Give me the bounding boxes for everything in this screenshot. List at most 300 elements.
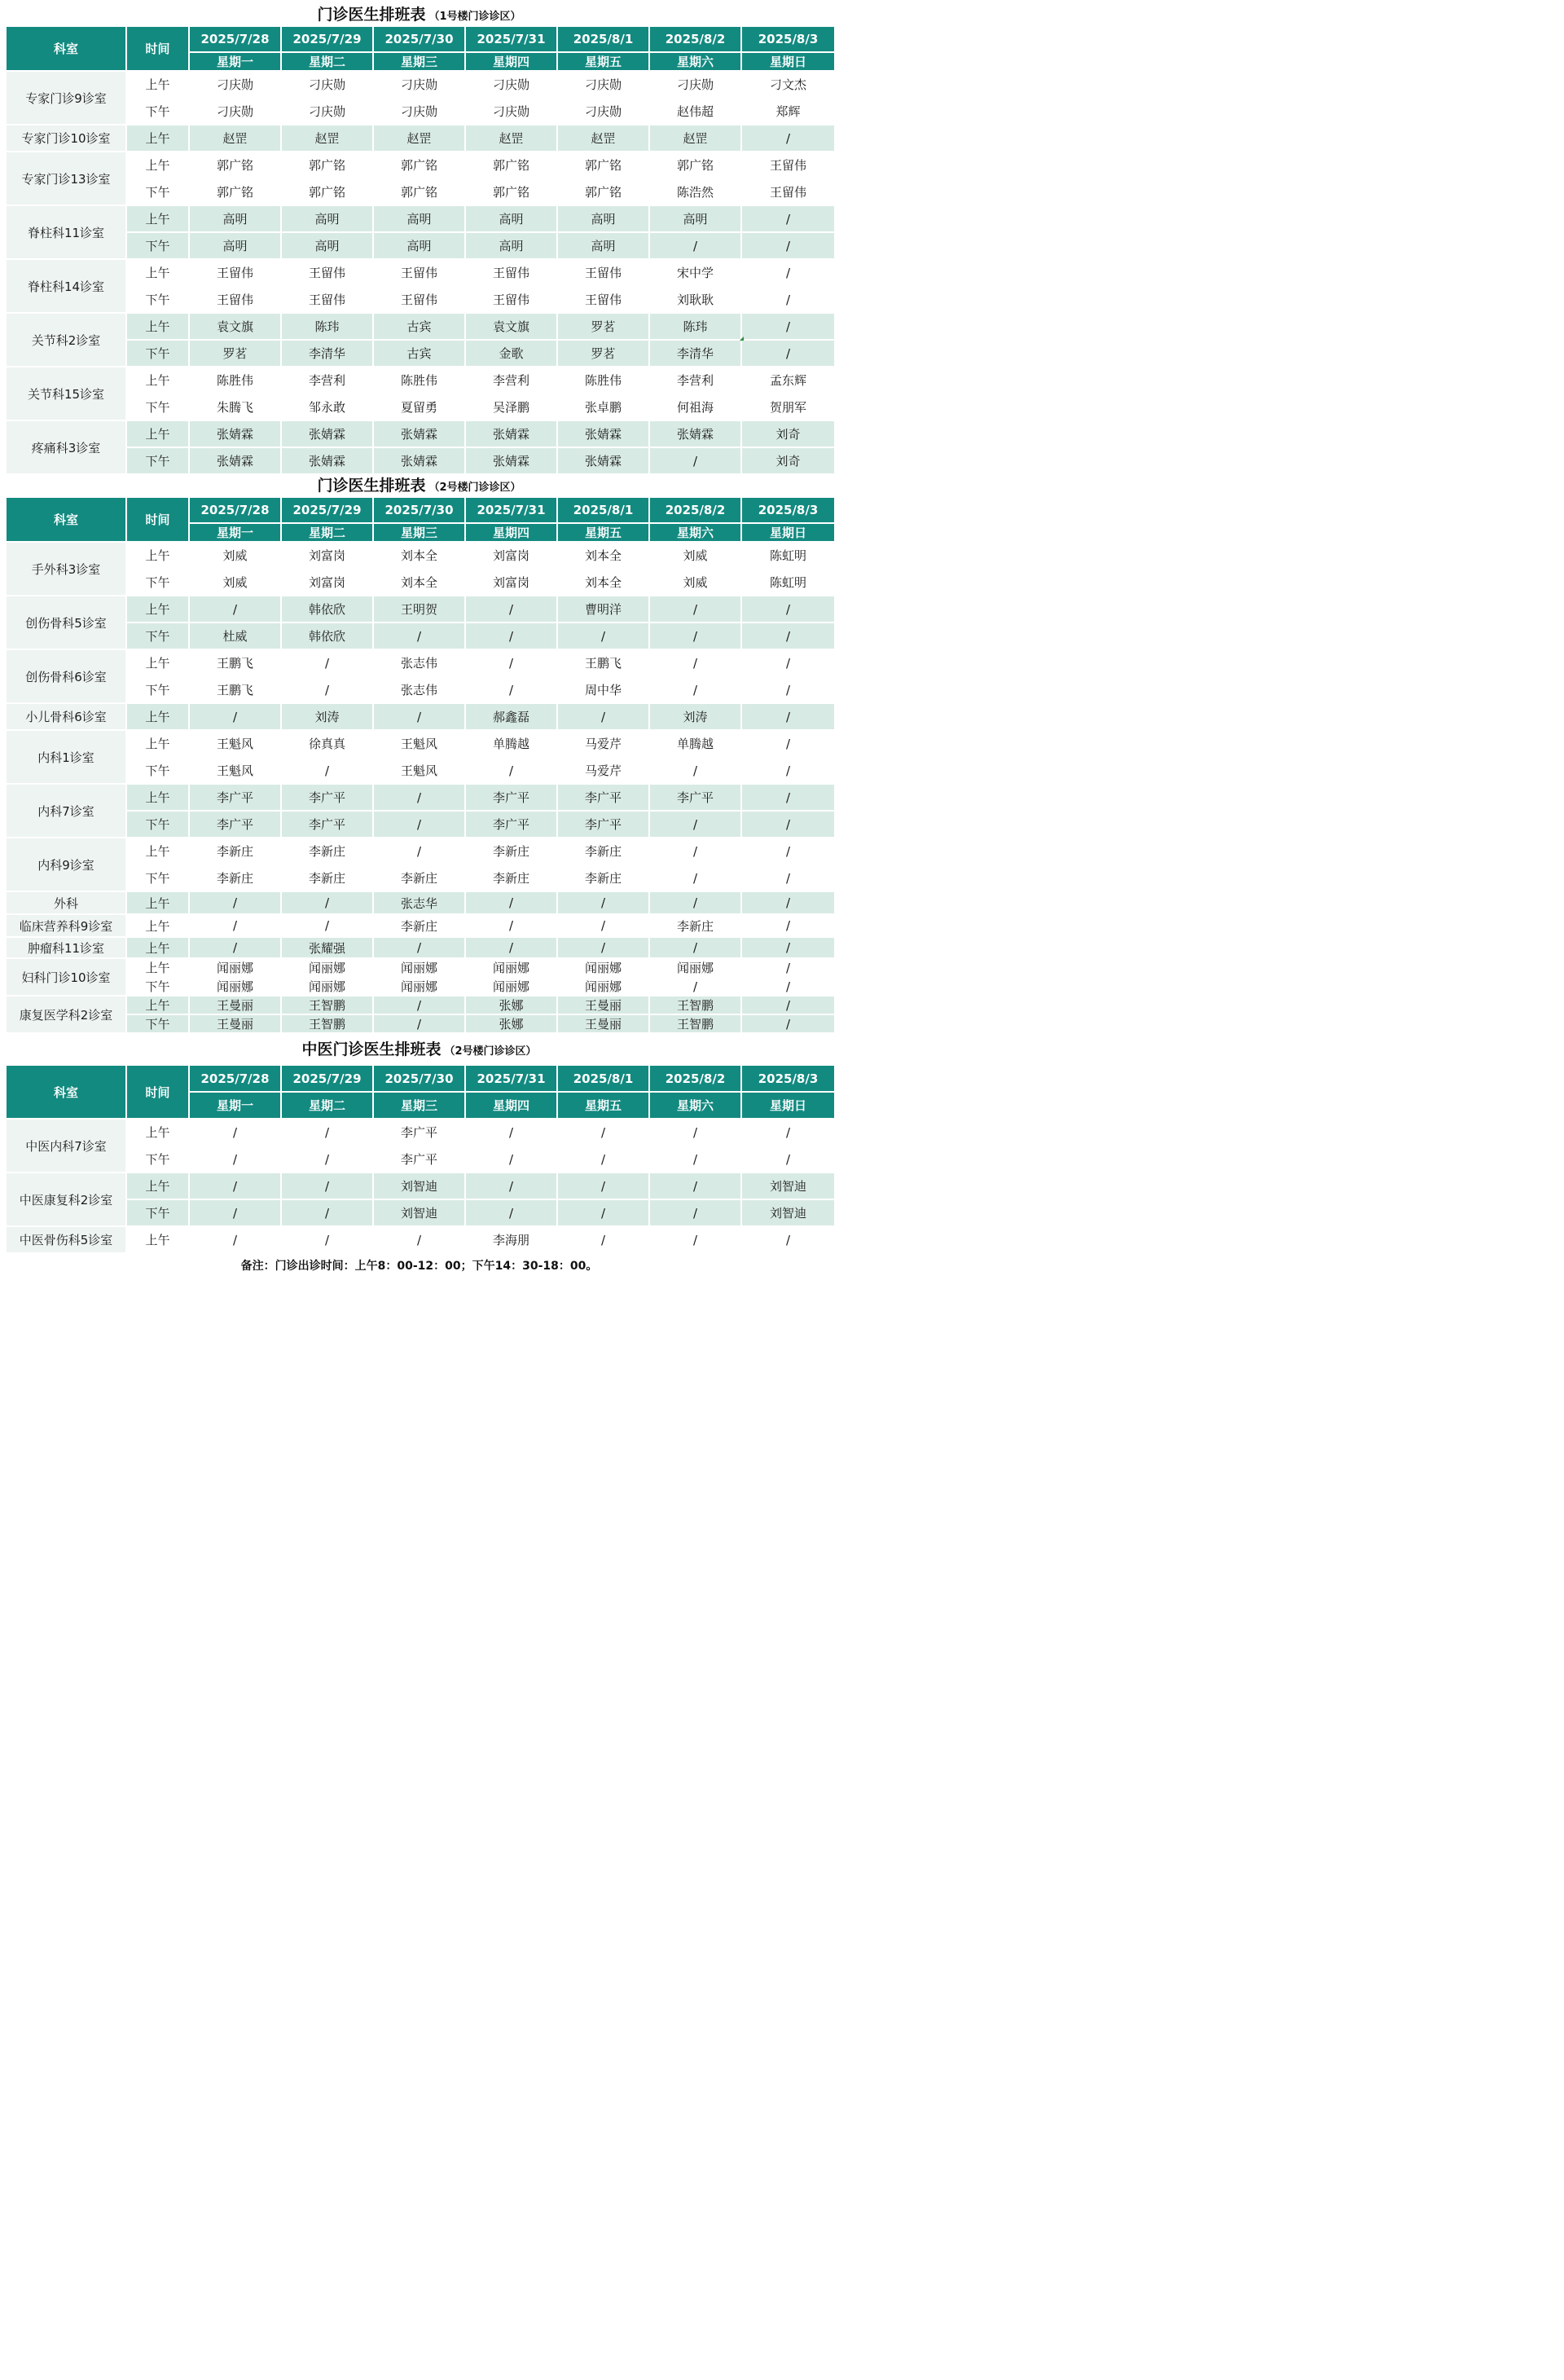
doctor-cell: /	[281, 891, 373, 914]
table-row	[6, 98, 835, 125]
header-date: 2025/8/1	[557, 497, 649, 523]
dept-cell: 中医康复科2诊室	[6, 1172, 126, 1226]
doctor-cell: 周中华	[557, 676, 649, 703]
header-weekday: 星期一	[189, 523, 281, 542]
dept-cell: 内科1诊室	[6, 730, 126, 784]
header-date: 2025/7/29	[281, 497, 373, 523]
header-time: 时间	[126, 26, 189, 71]
header-date: 2025/7/28	[189, 1065, 281, 1092]
doctor-cell: /	[557, 622, 649, 649]
doctor-cell: 李营利	[465, 367, 557, 394]
doctor-cell: /	[741, 914, 835, 937]
table-row	[6, 286, 835, 313]
doctor-cell: 李营利	[281, 367, 373, 394]
table-row	[6, 1172, 835, 1199]
doctor-cell: 高明	[649, 205, 741, 232]
doctor-cell: /	[741, 703, 835, 730]
doctor-cell: 张婧霖	[373, 447, 465, 474]
doctor-cell: 赵罡	[465, 125, 557, 152]
doctor-cell: 李清华	[649, 340, 741, 367]
dept-cell: 关节科15诊室	[6, 367, 126, 420]
time-cell: 下午	[126, 1146, 189, 1172]
header-weekday: 星期三	[373, 523, 465, 542]
doctor-cell: 李广平	[373, 1119, 465, 1146]
header-weekday: 星期一	[189, 1092, 281, 1119]
doctor-cell: 刘智迪	[373, 1172, 465, 1199]
table-row	[6, 784, 835, 811]
dept-cell: 疼痛科3诊室	[6, 420, 126, 474]
doctor-cell: 王鹏飞	[557, 649, 649, 676]
doctor-cell: /	[465, 676, 557, 703]
doctor-cell: /	[557, 1146, 649, 1172]
doctor-cell: /	[557, 914, 649, 937]
doctor-cell: 李广平	[373, 1146, 465, 1172]
doctor-cell: 刘智迪	[741, 1199, 835, 1226]
doctor-cell: /	[465, 622, 557, 649]
header-dept: 科室	[6, 26, 126, 71]
dept-cell: 康复医学科2诊室	[6, 996, 126, 1033]
doctor-cell: /	[465, 757, 557, 784]
doctor-cell: /	[741, 232, 835, 259]
table-row	[6, 1146, 835, 1172]
doctor-cell: 赵罡	[281, 125, 373, 152]
doctor-cell: 王魁风	[373, 757, 465, 784]
doctor-cell: 王留伟	[373, 259, 465, 286]
doctor-cell: 张婧霖	[557, 447, 649, 474]
doctor-cell: 王留伟	[465, 286, 557, 313]
doctor-cell: 刘本全	[373, 569, 465, 596]
doctor-cell: 王魁风	[373, 730, 465, 757]
doctor-cell: 贺朋军	[741, 394, 835, 420]
doctor-cell: /	[649, 1172, 741, 1199]
time-cell: 下午	[126, 1199, 189, 1226]
doctor-cell: /	[649, 1119, 741, 1146]
header-weekday: 星期四	[465, 523, 557, 542]
doctor-cell: 郭广铭	[281, 152, 373, 178]
header-date: 2025/7/30	[373, 26, 465, 52]
footnote: 备注：门诊出诊时间：上午8：00-12：00；下午14：30-18：00。	[240, 1260, 598, 1273]
doctor-cell: 刁庆勋	[189, 71, 281, 98]
dept-cell: 内科9诊室	[6, 838, 126, 891]
doctor-cell: /	[557, 1199, 649, 1226]
header-date: 2025/7/29	[281, 26, 373, 52]
doctor-cell: /	[741, 784, 835, 811]
header-date: 2025/7/31	[465, 26, 557, 52]
header-weekday: 星期日	[741, 1092, 835, 1119]
table-title	[0, 1040, 838, 1062]
table-row	[6, 703, 835, 730]
table-row	[6, 1199, 835, 1226]
doctor-cell: 袁文旗	[465, 313, 557, 340]
doctor-cell: 王留伟	[741, 178, 835, 205]
doctor-cell: 王留伟	[557, 259, 649, 286]
doctor-cell: 郭广铭	[465, 152, 557, 178]
doctor-cell: /	[741, 1119, 835, 1146]
doctor-cell: 高明	[557, 232, 649, 259]
table-row	[6, 838, 835, 864]
time-cell: 上午	[126, 937, 189, 958]
doctor-cell: 高明	[373, 232, 465, 259]
table-row	[6, 1119, 835, 1146]
doctor-cell: 何祖海	[649, 394, 741, 420]
time-cell: 下午	[126, 286, 189, 313]
doctor-cell: 吴泽鹏	[465, 394, 557, 420]
doctor-cell: 郭广铭	[649, 152, 741, 178]
doctor-cell: 王留伟	[373, 286, 465, 313]
doctor-cell: 刘本全	[557, 569, 649, 596]
dept-cell: 中医骨伤科5诊室	[6, 1226, 126, 1253]
doctor-cell: 闻丽娜	[557, 958, 649, 977]
dept-cell: 专家门诊9诊室	[6, 71, 126, 125]
table-row	[6, 232, 835, 259]
header-date: 2025/7/31	[465, 1065, 557, 1092]
doctor-cell: 高明	[373, 205, 465, 232]
doctor-cell: /	[465, 649, 557, 676]
header-weekday: 星期一	[189, 52, 281, 71]
doctor-cell: 李新庄	[189, 838, 281, 864]
doctor-cell: /	[373, 622, 465, 649]
time-cell: 上午	[126, 542, 189, 569]
doctor-cell: /	[741, 958, 835, 977]
doctor-cell: /	[741, 1014, 835, 1033]
doctor-cell: /	[741, 1146, 835, 1172]
time-cell: 上午	[126, 420, 189, 447]
doctor-cell: 朱腾飞	[189, 394, 281, 420]
table-title-subtitle: （1号楼门诊诊区）	[428, 11, 521, 23]
table-title	[0, 5, 838, 27]
doctor-cell: /	[373, 1226, 465, 1253]
doctor-cell: 郭广铭	[373, 152, 465, 178]
doctor-cell: /	[649, 622, 741, 649]
doctor-cell: 李广平	[189, 784, 281, 811]
doctor-cell: 张婧霖	[557, 420, 649, 447]
doctor-cell: 郭广铭	[465, 178, 557, 205]
doctor-cell: 刁庆勋	[189, 98, 281, 125]
doctor-cell: 郭广铭	[189, 152, 281, 178]
doctor-cell: /	[741, 757, 835, 784]
doctor-cell: 马爱芹	[557, 757, 649, 784]
doctor-cell: /	[741, 977, 835, 996]
doctor-cell: /	[189, 937, 281, 958]
doctor-cell: 李新庄	[373, 864, 465, 891]
header-weekday: 星期五	[557, 1092, 649, 1119]
doctor-cell: /	[741, 1226, 835, 1253]
dept-cell: 内科7诊室	[6, 784, 126, 838]
dept-cell: 脊柱科14诊室	[6, 259, 126, 313]
time-cell: 下午	[126, 98, 189, 125]
doctor-cell: 刘奇	[741, 447, 835, 474]
doctor-cell: /	[649, 891, 741, 914]
doctor-cell: /	[649, 596, 741, 622]
doctor-cell: 古宾	[373, 313, 465, 340]
doctor-cell: 王留伟	[189, 259, 281, 286]
doctor-cell: 郭广铭	[557, 178, 649, 205]
doctor-cell: 刁庆勋	[373, 98, 465, 125]
doctor-cell: /	[189, 891, 281, 914]
header-weekday: 星期五	[557, 523, 649, 542]
doctor-cell: /	[281, 757, 373, 784]
table-row	[6, 542, 835, 569]
doctor-cell: /	[741, 811, 835, 838]
doctor-cell: /	[281, 1146, 373, 1172]
doctor-cell: 李广平	[557, 784, 649, 811]
doctor-cell: 张婧霖	[649, 420, 741, 447]
table-row	[6, 937, 835, 958]
doctor-cell: /	[649, 977, 741, 996]
table-row	[6, 596, 835, 622]
header-weekday: 星期二	[281, 1092, 373, 1119]
doctor-cell: 刘智迪	[741, 1172, 835, 1199]
doctor-cell: 陈胜伟	[557, 367, 649, 394]
doctor-cell: 刘奇	[741, 420, 835, 447]
doctor-cell: /	[557, 891, 649, 914]
header-weekday: 星期四	[465, 52, 557, 71]
doctor-cell: /	[189, 703, 281, 730]
doctor-cell: /	[281, 1199, 373, 1226]
doctor-cell: 王曼丽	[557, 996, 649, 1014]
doctor-cell: 赵罡	[373, 125, 465, 152]
doctor-cell: /	[741, 649, 835, 676]
time-cell: 上午	[126, 891, 189, 914]
table-row	[6, 1014, 835, 1033]
table-row	[6, 367, 835, 394]
doctor-cell: /	[281, 1172, 373, 1199]
doctor-cell: /	[557, 703, 649, 730]
doctor-cell: 陈玮	[281, 313, 373, 340]
time-cell: 上午	[126, 596, 189, 622]
header-date: 2025/8/2	[649, 497, 741, 523]
header-date: 2025/8/1	[557, 26, 649, 52]
doctor-cell: 李新庄	[465, 864, 557, 891]
doctor-cell: 王留伟	[189, 286, 281, 313]
doctor-cell: /	[741, 313, 835, 340]
doctor-cell: 李新庄	[189, 864, 281, 891]
doctor-cell: /	[741, 340, 835, 367]
dept-cell: 专家门诊13诊室	[6, 152, 126, 205]
time-cell: 上午	[126, 1172, 189, 1199]
header-date: 2025/7/30	[373, 1065, 465, 1092]
table-row	[6, 420, 835, 447]
doctor-cell: 赵罡	[649, 125, 741, 152]
doctor-cell: /	[741, 676, 835, 703]
table-row	[6, 569, 835, 596]
header-weekday: 星期三	[373, 52, 465, 71]
doctor-cell: /	[465, 596, 557, 622]
doctor-cell: 王鹏飞	[189, 649, 281, 676]
table-row	[6, 891, 835, 914]
doctor-cell: /	[373, 1014, 465, 1033]
doctor-cell: 李海朋	[465, 1226, 557, 1253]
doctor-cell: 单腾越	[465, 730, 557, 757]
doctor-cell: 王留伟	[741, 152, 835, 178]
doctor-cell: /	[649, 649, 741, 676]
doctor-cell: 闻丽娜	[465, 958, 557, 977]
doctor-cell: 刘富岗	[281, 542, 373, 569]
doctor-cell: 徐真真	[281, 730, 373, 757]
doctor-cell: /	[649, 864, 741, 891]
doctor-cell: /	[557, 1119, 649, 1146]
doctor-cell: 刘涛	[281, 703, 373, 730]
doctor-cell: 刘富岗	[465, 569, 557, 596]
table-row	[6, 125, 835, 152]
dept-cell: 创伤骨科6诊室	[6, 649, 126, 703]
doctor-cell: /	[741, 937, 835, 958]
table-row	[6, 811, 835, 838]
time-cell: 下午	[126, 676, 189, 703]
doctor-cell: /	[189, 1226, 281, 1253]
doctor-cell: 李广平	[557, 811, 649, 838]
header-date: 2025/8/3	[741, 1065, 835, 1092]
header-date: 2025/8/2	[649, 1065, 741, 1092]
doctor-cell: 王智鹏	[649, 996, 741, 1014]
doctor-cell: /	[465, 1146, 557, 1172]
doctor-cell: 张志伟	[373, 649, 465, 676]
doctor-cell: 刁文杰	[741, 71, 835, 98]
doctor-cell: 郭广铭	[281, 178, 373, 205]
doctor-cell: 陈玮	[649, 313, 741, 340]
time-cell: 下午	[126, 447, 189, 474]
doctor-cell: /	[649, 811, 741, 838]
doctor-cell: /	[189, 1146, 281, 1172]
doctor-cell: 古宾	[373, 340, 465, 367]
doctor-cell: 刁庆勋	[465, 71, 557, 98]
doctor-cell: /	[649, 838, 741, 864]
time-cell: 上午	[126, 205, 189, 232]
doctor-cell: 闻丽娜	[557, 977, 649, 996]
doctor-cell: 王留伟	[557, 286, 649, 313]
header-date: 2025/7/28	[189, 497, 281, 523]
doctor-cell: 曹明洋	[557, 596, 649, 622]
doctor-cell: 张志伟	[373, 676, 465, 703]
doctor-cell: 高明	[557, 205, 649, 232]
header-weekday: 星期六	[649, 1092, 741, 1119]
time-cell: 上午	[126, 259, 189, 286]
table-row	[6, 447, 835, 474]
doctor-cell: /	[373, 838, 465, 864]
time-cell: 上午	[126, 703, 189, 730]
doctor-cell: 高明	[281, 205, 373, 232]
doctor-cell: 李新庄	[557, 864, 649, 891]
doctor-cell: 李广平	[465, 811, 557, 838]
table-title-subtitle: （2号楼门诊诊区）	[428, 482, 521, 494]
doctor-cell: 王留伟	[281, 286, 373, 313]
doctor-cell: 刘本全	[373, 542, 465, 569]
doctor-cell: 高明	[189, 205, 281, 232]
doctor-cell: 李新庄	[557, 838, 649, 864]
doctor-cell: 郭广铭	[189, 178, 281, 205]
table-row	[6, 71, 835, 98]
doctor-cell: 刘耿耿	[649, 286, 741, 313]
table-row	[6, 152, 835, 178]
doctor-cell: 高明	[189, 232, 281, 259]
doctor-cell: /	[373, 811, 465, 838]
doctor-cell: 李广平	[649, 784, 741, 811]
doctor-cell: 罗茗	[557, 340, 649, 367]
doctor-cell: 王魁风	[189, 757, 281, 784]
doctor-cell: /	[741, 838, 835, 864]
doctor-cell: 王曼丽	[189, 1014, 281, 1033]
doctor-cell: 李清华	[281, 340, 373, 367]
doctor-cell: /	[741, 730, 835, 757]
doctor-cell: /	[189, 914, 281, 937]
table-title-main: 中医门诊医生排班表	[301, 1040, 442, 1058]
doctor-cell: 韩依欣	[281, 596, 373, 622]
doctor-cell: /	[465, 1199, 557, 1226]
doctor-cell: 张婧霖	[189, 447, 281, 474]
table-row	[6, 676, 835, 703]
doctor-cell: /	[741, 891, 835, 914]
doctor-cell: 张娜	[465, 996, 557, 1014]
doctor-cell: 陈胜伟	[373, 367, 465, 394]
doctor-cell: 赵伟超	[649, 98, 741, 125]
table-row	[6, 313, 835, 340]
doctor-cell: 陈浩然	[649, 178, 741, 205]
doctor-cell: 李新庄	[281, 864, 373, 891]
header-weekday: 星期四	[465, 1092, 557, 1119]
dept-cell: 临床营养科9诊室	[6, 914, 126, 937]
doctor-cell: /	[649, 676, 741, 703]
doctor-cell: 李新庄	[465, 838, 557, 864]
time-cell: 上午	[126, 152, 189, 178]
doctor-cell: 张志华	[373, 891, 465, 914]
time-cell: 上午	[126, 784, 189, 811]
doctor-cell: 王留伟	[281, 259, 373, 286]
doctor-cell: /	[649, 1146, 741, 1172]
doctor-cell: 刘本全	[557, 542, 649, 569]
doctor-cell: 郭广铭	[373, 178, 465, 205]
header-weekday: 星期日	[741, 523, 835, 542]
doctor-cell: 王曼丽	[189, 996, 281, 1014]
doctor-cell: 陈胜伟	[189, 367, 281, 394]
doctor-cell: /	[281, 914, 373, 937]
header-weekday: 星期二	[281, 52, 373, 71]
header-weekday: 星期二	[281, 523, 373, 542]
doctor-cell: 单腾越	[649, 730, 741, 757]
header-date: 2025/8/2	[649, 26, 741, 52]
doctor-cell: 张婧霖	[189, 420, 281, 447]
doctor-cell: 罗茗	[557, 313, 649, 340]
doctor-cell: 王明贺	[373, 596, 465, 622]
doctor-cell: 张婧霖	[281, 447, 373, 474]
table-row	[6, 394, 835, 420]
doctor-cell: 金歌	[465, 340, 557, 367]
doctor-cell: 张婧霖	[465, 447, 557, 474]
dept-cell: 手外科3诊室	[6, 542, 126, 596]
table-row	[6, 958, 835, 977]
dept-cell: 妇科门诊10诊室	[6, 958, 126, 996]
doctor-cell: 赵罡	[189, 125, 281, 152]
time-cell: 下午	[126, 232, 189, 259]
time-cell: 下午	[126, 757, 189, 784]
doctor-cell: 李广平	[281, 811, 373, 838]
doctor-cell: /	[189, 1199, 281, 1226]
doctor-cell: 刁庆勋	[373, 71, 465, 98]
doctor-cell: 宋中学	[649, 259, 741, 286]
table-row	[6, 622, 835, 649]
doctor-cell: 高明	[465, 205, 557, 232]
doctor-cell: 王智鹏	[649, 1014, 741, 1033]
time-cell: 上午	[126, 958, 189, 977]
doctor-cell: /	[557, 1226, 649, 1253]
time-cell: 下午	[126, 811, 189, 838]
doctor-cell: /	[281, 649, 373, 676]
time-cell: 上午	[126, 71, 189, 98]
doctor-cell: 张婧霖	[281, 420, 373, 447]
time-cell: 上午	[126, 313, 189, 340]
doctor-cell: 刁庆勋	[465, 98, 557, 125]
dept-cell: 肿瘤科11诊室	[6, 937, 126, 958]
doctor-cell: /	[189, 1119, 281, 1146]
